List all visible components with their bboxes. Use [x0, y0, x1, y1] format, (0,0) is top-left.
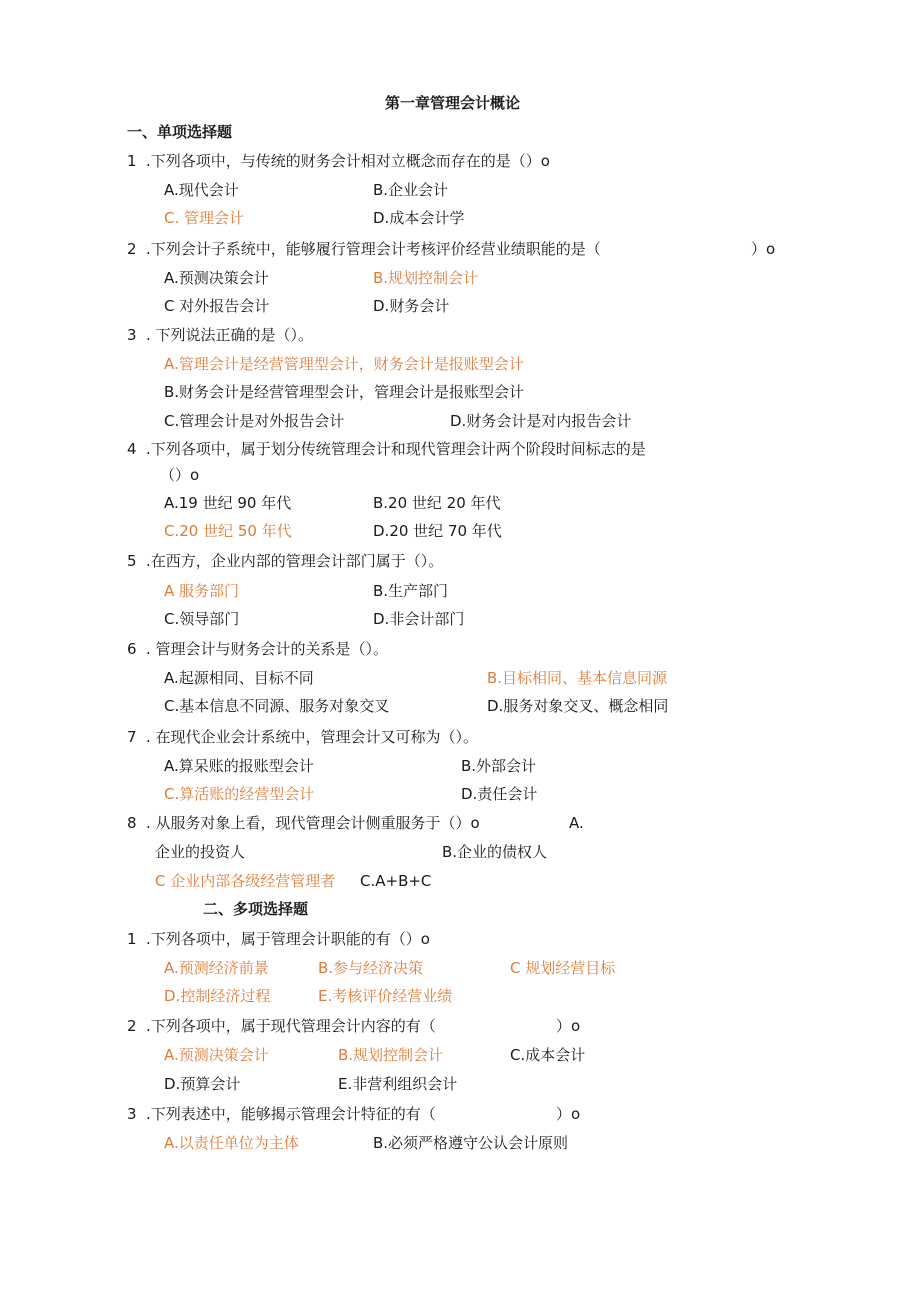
question-text: .在西方，企业内部的管理会计部门属于（）。 — [146, 552, 444, 570]
question-text: .下列表述中，能够揭示管理会计特征的有（ — [146, 1105, 436, 1123]
question-text: . 管理会计与财务会计的关系是（）。 — [146, 640, 389, 658]
option-answer: A.预测经济前景 — [164, 959, 269, 977]
question-text-end: ）o — [751, 240, 776, 258]
question-number: 1 — [127, 930, 137, 948]
question-number: 4 — [127, 440, 137, 458]
option: 企业的投资人 — [155, 843, 246, 861]
question-number: 3 — [127, 1105, 137, 1123]
page-title: 第一章管理会计概论 — [385, 94, 521, 112]
question-text-continued: （）o — [160, 466, 200, 484]
option: B.必须严格遵守公认会计原则 — [373, 1134, 569, 1152]
option-answer: B.规划控制会计 — [373, 269, 479, 287]
section-heading: 二、多项选择题 — [203, 900, 309, 918]
option: C.A+B+C — [360, 872, 432, 890]
option-answer: C.算活账的经营型会计 — [164, 785, 315, 803]
question-text: .下列各项中，属于管理会计职能的有（）o — [146, 930, 430, 948]
option: E.非营利组织会计 — [338, 1075, 458, 1093]
question-number: 8 — [127, 814, 137, 832]
option: B.财务会计是经营管理型会计，管理会计是报账型会计 — [164, 383, 525, 401]
option-answer: A.管理会计是经营管理型会计，财务会计是报账型会计 — [164, 355, 524, 373]
option: C.成本会计 — [510, 1046, 586, 1064]
question-text-end: ）o — [556, 1017, 581, 1035]
option: B.20 世纪 20 年代 — [373, 494, 501, 512]
option: D.预算会计 — [164, 1075, 241, 1093]
option: D.责任会计 — [461, 785, 538, 803]
option: B.生产部门 — [373, 582, 449, 600]
option-answer: D.控制经济过程 — [164, 987, 271, 1005]
question-text: .下列各项中，属于划分传统管理会计和现代管理会计两个阶段时间标志的是 — [146, 440, 646, 458]
option-answer: A.以责任单位为主体 — [164, 1134, 299, 1152]
option: C.领导部门 — [164, 610, 240, 628]
option: D.服务对象交叉、概念相同 — [487, 697, 669, 715]
option: D.成本会计学 — [373, 209, 465, 227]
question-text: .下列各项中，与传统的财务会计相对立概念而存在的是（）o — [146, 152, 550, 170]
option: A.起源相同、目标不同 — [164, 669, 314, 687]
question-text: .下列会计子系统中，能够履行管理会计考核评价经营业绩职能的是（ — [146, 240, 601, 258]
question-number: 7 — [127, 728, 137, 746]
question-text: . 在现代企业会计系统中，管理会计又可称为（）。 — [146, 728, 479, 746]
option-answer: C 规划经营目标 — [510, 959, 616, 977]
section-heading: 一、单项选择题 — [127, 123, 233, 141]
option-answer: C.20 世纪 50 年代 — [164, 522, 292, 540]
option: A.算呆账的报账型会计 — [164, 757, 314, 775]
option: B.企业的债权人 — [442, 843, 548, 861]
option: A.预测决策会计 — [164, 269, 269, 287]
question-text: .下列各项中，属于现代管理会计内容的有（ — [146, 1017, 436, 1035]
option-answer: C. 管理会计 — [164, 209, 245, 227]
option-answer: C 企业内部各级经营管理者 — [155, 872, 336, 890]
option: A.19 世纪 90 年代 — [164, 494, 292, 512]
question-text-tail: A. — [569, 814, 584, 832]
option: D.财务会计是对内报告会计 — [450, 412, 632, 430]
option: C.管理会计是对外报告会计 — [164, 412, 345, 430]
question-text: . 从服务对象上看，现代管理会计侧重服务于（）o — [146, 814, 480, 832]
option: A.现代会计 — [164, 181, 239, 199]
question-number: 3 — [127, 326, 137, 344]
option-answer: B.参与经济决策 — [318, 959, 424, 977]
question-number: 6 — [127, 640, 137, 658]
option-answer: A.预测决策会计 — [164, 1046, 269, 1064]
option: B.企业会计 — [373, 181, 449, 199]
option: C 对外报告会计 — [164, 297, 270, 315]
option-answer: B.规划控制会计 — [338, 1046, 444, 1064]
option-answer: E.考核评价经营业绩 — [318, 987, 453, 1005]
option-answer: A 服务部门 — [164, 582, 240, 600]
option: D.20 世纪 70 年代 — [373, 522, 502, 540]
question-number: 5 — [127, 552, 137, 570]
question-number: 2 — [127, 240, 137, 258]
question-number: 1 — [127, 152, 137, 170]
option-answer: B.目标相同、基本信息同源 — [487, 669, 668, 687]
option: C.基本信息不同源、服务对象交叉 — [164, 697, 390, 715]
option: D.非会计部门 — [373, 610, 465, 628]
question-number: 2 — [127, 1017, 137, 1035]
option: D.财务会计 — [373, 297, 450, 315]
option: B.外部会计 — [461, 757, 537, 775]
question-text: . 下列说法正确的是（）。 — [146, 326, 314, 344]
question-text-end: ）o — [556, 1105, 581, 1123]
